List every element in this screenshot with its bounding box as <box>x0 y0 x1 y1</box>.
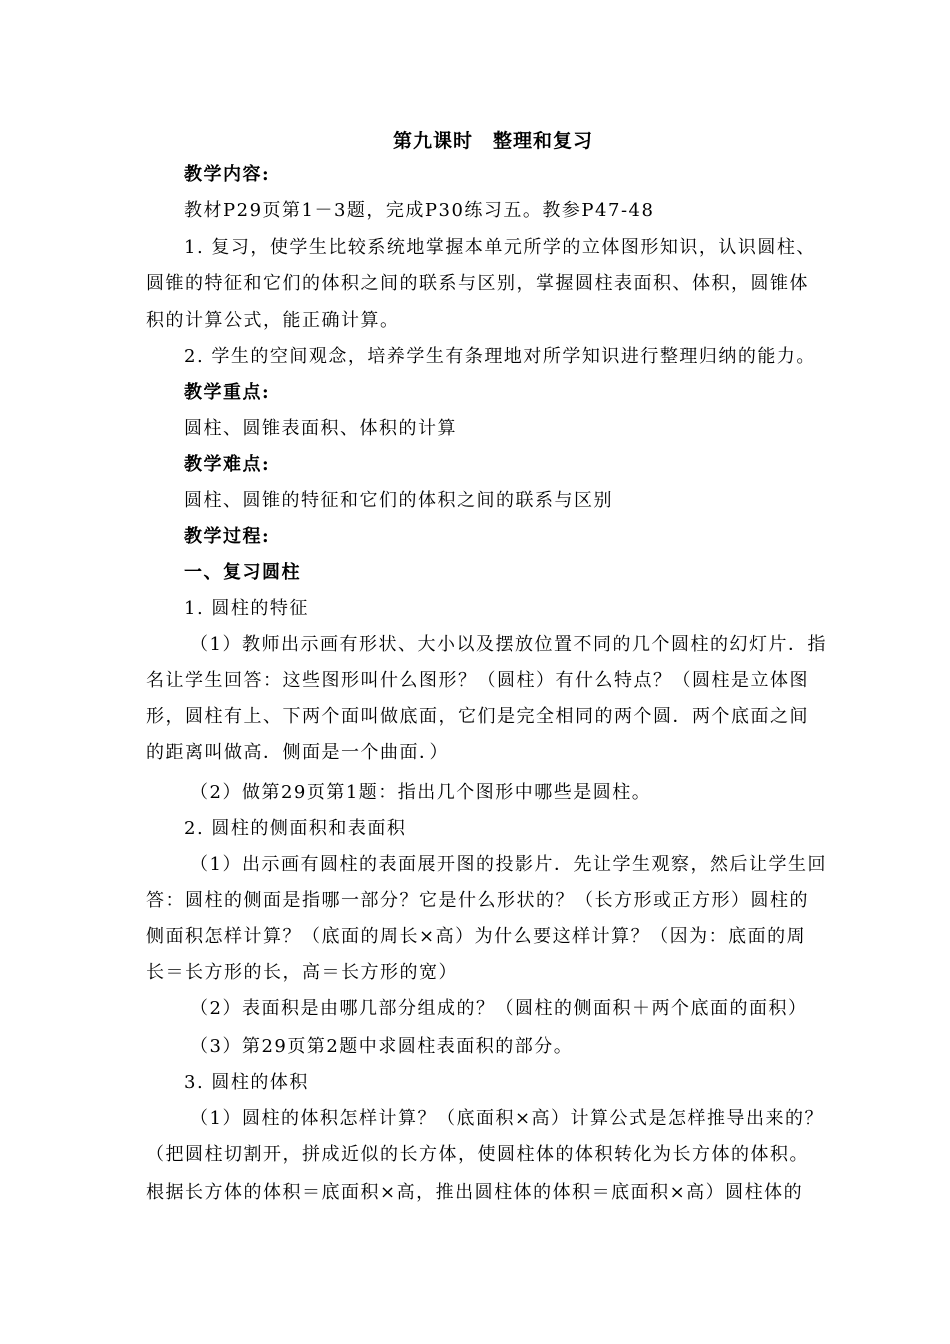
heading-key-points: 教学重点: <box>184 382 271 403</box>
subsection-heading: 2. 圆柱的侧面积和表面积 <box>184 818 407 839</box>
lesson-title: 第九课时 整理和复习 <box>392 130 593 152</box>
paragraph-line: （2）表面积是由哪几部分组成的？（圆柱的侧面积＋两个底面的面积） <box>190 998 808 1019</box>
paragraph-line: 长＝长方形的长，高＝长方形的宽） <box>146 962 458 983</box>
paragraph-line: 形，圆柱有上、下两个面叫做底面，它们是完全相同的两个圆．两个底面之间 <box>146 706 809 727</box>
paragraph-line: 圆锥的特征和它们的体积之间的联系与区别，掌握圆柱表面积、体积，圆锥体 <box>146 273 809 294</box>
subsection-heading: 1. 圆柱的特征 <box>184 598 309 619</box>
heading-difficulties: 教学难点: <box>184 454 271 475</box>
paragraph-line: （2）做第29页第1题：指出几个图形中哪些是圆柱。 <box>190 782 652 803</box>
paragraph-line: 教材P29页第1－3题，完成P30练习五。教参P47-48 <box>184 200 655 221</box>
paragraph-line: （1）出示画有圆柱的表面展开图的投影片．先让学生观察，然后让学生回 <box>190 854 827 875</box>
paragraph-line: 侧面积怎样计算？（底面的周长×高）为什么要这样计算？（因为：底面的周 <box>146 926 807 947</box>
heading-teaching-content: 教学内容: <box>184 164 271 185</box>
paragraph-line: （3）第29页第2题中求圆柱表面积的部分。 <box>190 1036 574 1057</box>
paragraph-line: 2. 学生的空间观念，培养学生有条理地对所学知识进行整理归纳的能力。 <box>184 346 816 367</box>
paragraph-line: 积的计算公式，能正确计算。 <box>146 310 400 331</box>
paragraph-line: 答：圆柱的侧面是指哪一部分？它是什么形状的？（长方形或正方形）圆柱的 <box>146 890 809 911</box>
paragraph-line: （1）教师出示画有形状、大小以及摆放位置不同的几个圆柱的幻灯片．指 <box>190 634 827 655</box>
section-heading-cylinder-review: 一、复习圆柱 <box>184 562 301 583</box>
subsection-heading: 3. 圆柱的体积 <box>184 1072 309 1093</box>
paragraph-line: 圆柱、圆锥表面积、体积的计算 <box>184 418 457 439</box>
heading-teaching-process: 教学过程: <box>184 526 271 547</box>
paragraph-line: 的距离叫做高．侧面是一个曲面．） <box>146 742 449 763</box>
paragraph-line: （把圆柱切割开，拼成近似的长方体，使圆柱体的体积转化为长方体的体积。 <box>146 1144 809 1165</box>
paragraph-line: 根据长方体的体积＝底面积×高，推出圆柱体的体积＝底面积×高）圆柱体的 <box>146 1182 804 1203</box>
paragraph-line: 圆柱、圆锥的特征和它们的体积之间的联系与区别 <box>184 490 613 511</box>
paragraph-line: 名让学生回答：这些图形叫什么图形？（圆柱）有什么特点？（圆柱是立体图 <box>146 670 809 691</box>
paragraph-line: 1. 复习，使学生比较系统地掌握本单元所学的立体图形知识，认识圆柱、 <box>184 237 816 258</box>
paragraph-line: （1）圆柱的体积怎样计算？（底面积×高）计算公式是怎样推导出来的？ <box>190 1108 825 1129</box>
